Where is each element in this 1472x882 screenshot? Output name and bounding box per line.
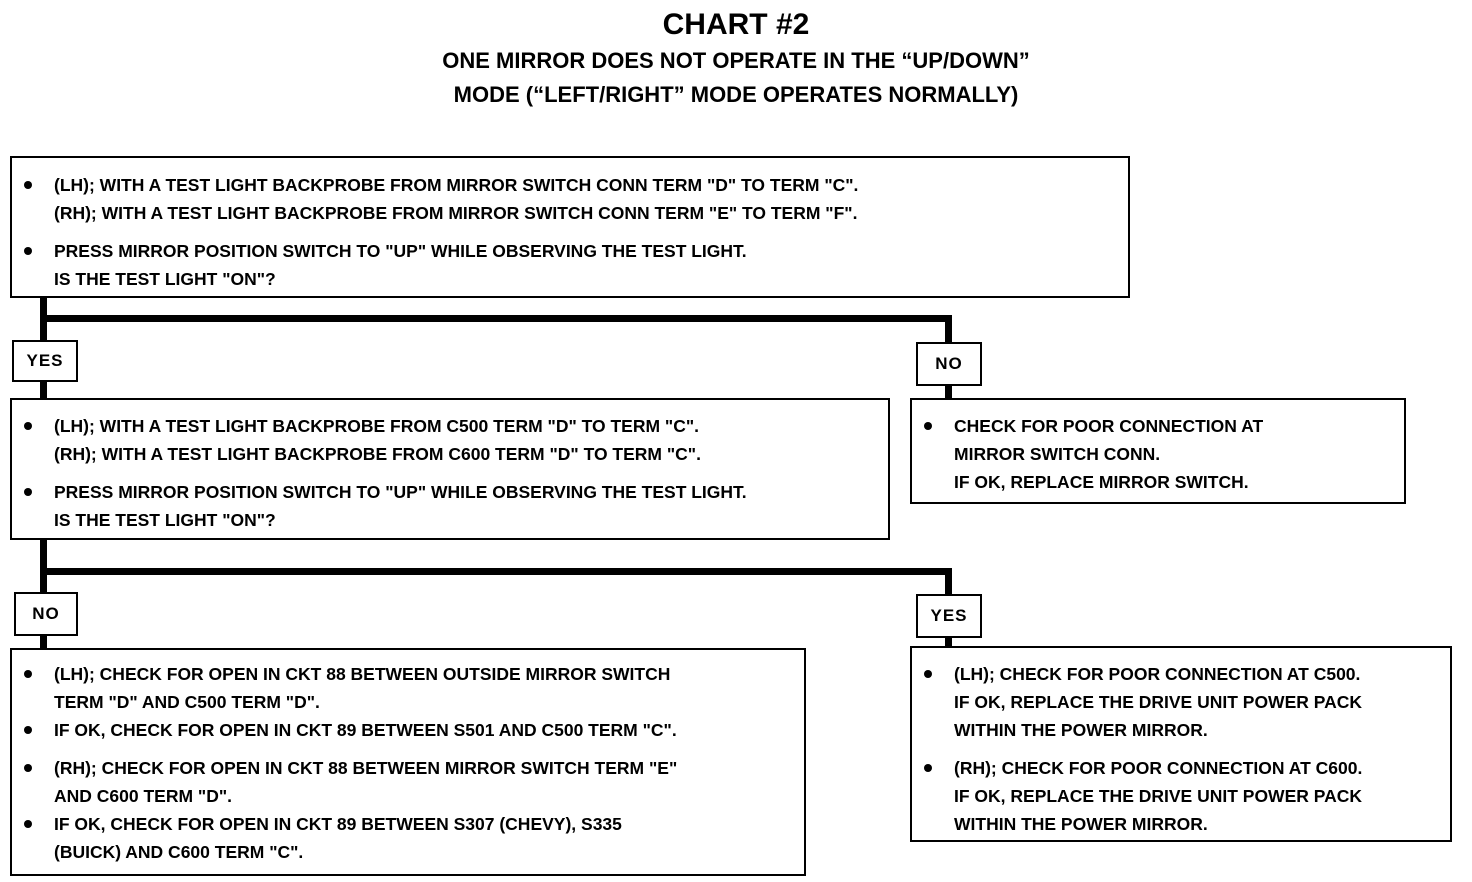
no-label: NO [14, 592, 78, 636]
list-item [912, 660, 1440, 744]
text-line: TERM "D" AND C500 TERM "D". [54, 692, 320, 712]
text-line: IS THE TEST LIGHT "ON"? [54, 510, 276, 530]
text-line: (LH); WITH A TEST LIGHT BACKPROBE FROM MIRROR SWITCH CONN TERM "D" TO TERM "C". [54, 175, 859, 195]
text-line: PRESS MIRROR POSITION SWITCH TO "UP" WHILE OBSERVING THE TEST LIGHT. [54, 241, 747, 261]
text-line: PRESS MIRROR POSITION SWITCH TO "UP" WHILE OBSERVING THE TEST LIGHT. [54, 482, 747, 502]
bullet-icon [24, 820, 32, 828]
connector [40, 636, 47, 648]
list-item [12, 412, 878, 468]
text-line: IF OK, REPLACE MIRROR SWITCH. [954, 472, 1249, 492]
list-item [12, 716, 794, 744]
text-line: (RH); CHECK FOR POOR CONNECTION AT C600. [954, 758, 1363, 778]
result-check-circuits-box [10, 648, 806, 876]
connector [40, 540, 47, 592]
text-line: IF OK, CHECK FOR OPEN IN CKT 89 BETWEEN S501 AND C500 TERM "C". [54, 720, 677, 740]
list-item [12, 171, 1118, 227]
text-line: (RH); CHECK FOR OPEN IN CKT 88 BETWEEN MIRROR SWITCH TERM "E" [54, 758, 678, 778]
result-replace-power-pack-box [910, 646, 1452, 842]
text-line: (LH); CHECK FOR POOR CONNECTION AT C500. [954, 664, 1361, 684]
text-line: CHECK FOR POOR CONNECTION AT [954, 416, 1264, 436]
chart-subtitle-line-1: ONE MIRROR DOES NOT OPERATE IN THE “UP/DOWN” [442, 48, 1030, 73]
list-item [12, 660, 794, 716]
text-line: (LH); WITH A TEST LIGHT BACKPROBE FROM C500 TERM "D" TO TERM "C". [54, 416, 700, 436]
text-line: WITHIN THE POWER MIRROR. [954, 814, 1208, 834]
bullet-icon [924, 764, 932, 772]
bullet-icon [24, 181, 32, 189]
bullet-icon [924, 422, 932, 430]
list-item [912, 412, 1394, 496]
text-line: MIRROR SWITCH CONN. [954, 444, 1161, 464]
text-line: IF OK, REPLACE THE DRIVE UNIT POWER PACK [954, 786, 1363, 806]
list-item [912, 754, 1440, 838]
list-item [12, 810, 794, 866]
connector [40, 568, 952, 575]
step1-test-box [10, 156, 1130, 298]
text-line: (BUICK) AND C600 TERM "C". [54, 842, 304, 862]
list-item [12, 478, 878, 534]
yes-label: YES [916, 594, 982, 638]
text-line: (RH); WITH A TEST LIGHT BACKPROBE FROM C600 TERM "D" TO TERM "C". [54, 444, 701, 464]
bullet-icon [24, 670, 32, 678]
chart-title: CHART #2 [662, 8, 810, 41]
bullet-icon [24, 764, 32, 772]
bullet-icon [24, 488, 32, 496]
bullet-icon [24, 422, 32, 430]
text-line: IS THE TEST LIGHT "ON"? [54, 269, 276, 289]
step2-test-box [10, 398, 890, 540]
connector [40, 382, 47, 398]
bullet-icon [924, 670, 932, 678]
connector [945, 315, 952, 342]
list-item [12, 754, 794, 810]
chart-subtitle-line-2: MODE (“LEFT/RIGHT” MODE OPERATES NORMALLY) [453, 82, 1019, 107]
text-line: WITHIN THE POWER MIRROR. [954, 720, 1208, 740]
yes-label: YES [12, 340, 78, 382]
list-item [12, 237, 1118, 293]
connector [40, 315, 952, 322]
text-line: (RH); WITH A TEST LIGHT BACKPROBE FROM MIRROR SWITCH CONN TERM "E" TO TERM "F". [54, 203, 858, 223]
connector [945, 638, 952, 646]
bullet-icon [24, 247, 32, 255]
connector [945, 386, 952, 398]
result-replace-switch-box [910, 398, 1406, 504]
connector [945, 568, 952, 594]
text-line: IF OK, REPLACE THE DRIVE UNIT POWER PACK [954, 692, 1363, 712]
text-line: AND C600 TERM "D". [54, 786, 233, 806]
text-line: IF OK, CHECK FOR OPEN IN CKT 89 BETWEEN S307 (CHEVY), S335 [54, 814, 622, 834]
text-line: (LH); CHECK FOR OPEN IN CKT 88 BETWEEN OUTSIDE MIRROR SWITCH [54, 664, 671, 684]
bullet-icon [24, 726, 32, 734]
no-label: NO [916, 342, 982, 386]
